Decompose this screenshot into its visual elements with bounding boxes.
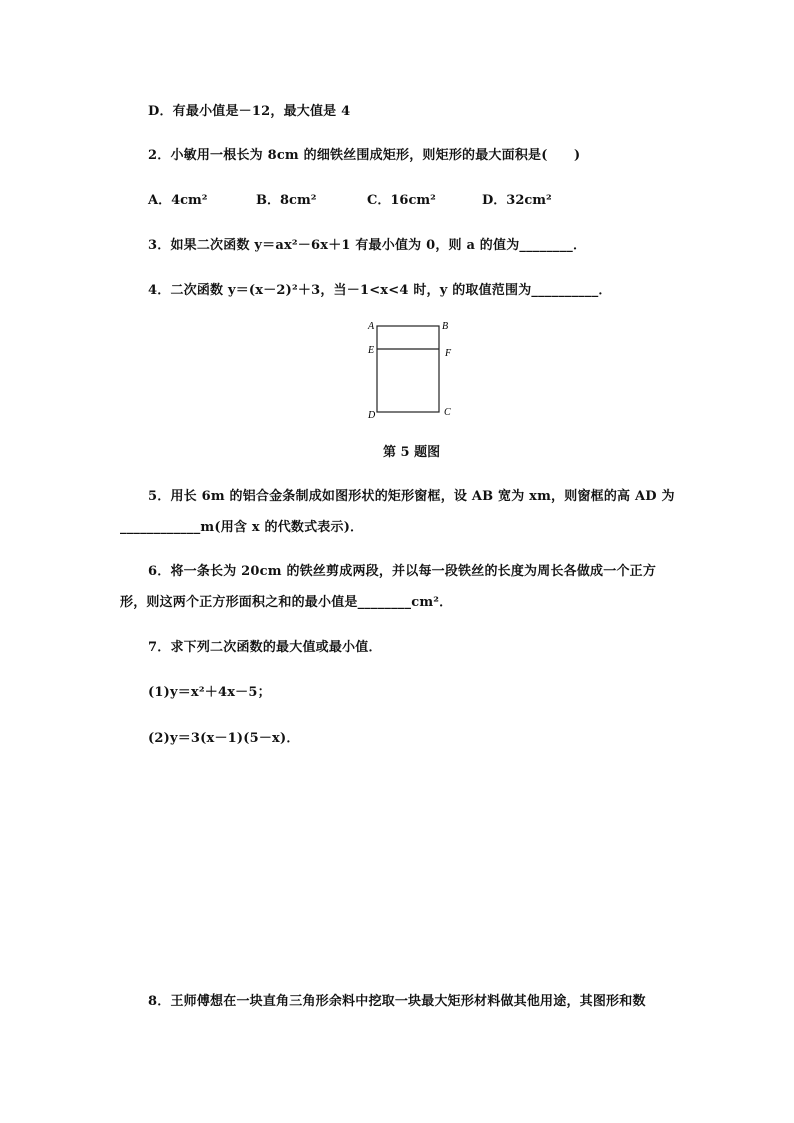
label-b: B <box>442 321 449 332</box>
option-c[interactable]: C．16cm² <box>367 193 436 208</box>
option-d[interactable]: D．32cm² <box>482 193 552 208</box>
label-d: D <box>368 410 376 421</box>
question-7-part-2: (2)y＝3(x－1)(5－x)． <box>148 731 300 746</box>
question-4: 4．二次函数 y＝(x－2)²＋3，当－1<x<4 时，y 的取值范围为__________． <box>148 283 612 298</box>
figure-caption: 第 5 题图 <box>383 445 441 460</box>
question-1-option-d: D．有最小值是－12，最大值是 4 <box>148 104 351 119</box>
question-5-line-1: 5．用长 6m 的铝合金条制成如图形状的矩形窗框，设 AB 宽为 xm，则窗框的高 AD 为 <box>148 489 675 504</box>
label-f: F <box>445 348 452 359</box>
question-6-line-2: 形，则这两个正方形面积之和的最小值是________cm²． <box>120 595 453 610</box>
question-7-part-1: (1)y＝x²＋4x－5； <box>148 685 271 700</box>
label-a: A <box>368 321 375 332</box>
question-6-line-1: 6．将一条长为 20cm 的铁丝剪成两段，并以每一段铁丝的长度为周长各做成一个正方 <box>148 564 657 579</box>
option-a[interactable]: A．4cm² <box>148 193 208 208</box>
label-e: E <box>368 345 375 356</box>
question-5-line-2: ____________m(用含 x 的代数式表示)． <box>120 520 364 535</box>
question-2: 2．小敏用一根长为 8cm 的细铁丝围成矩形，则矩形的最大面积是( ) <box>148 148 581 163</box>
question-7: 7．求下列二次函数的最大值或最小值． <box>148 640 382 655</box>
frame-rectangle <box>377 326 439 412</box>
option-b[interactable]: B．8cm² <box>256 193 317 208</box>
window-frame-diagram <box>360 316 470 428</box>
label-c: C <box>444 407 451 418</box>
question-3: 3．如果二次函数 y＝ax²－6x＋1 有最小值为 0，则 a 的值为________． <box>148 238 587 253</box>
question-8: 8．王师傅想在一块直角三角形余料中挖取一块最大矩形材料做其他用途，其图形和数 <box>148 994 646 1009</box>
